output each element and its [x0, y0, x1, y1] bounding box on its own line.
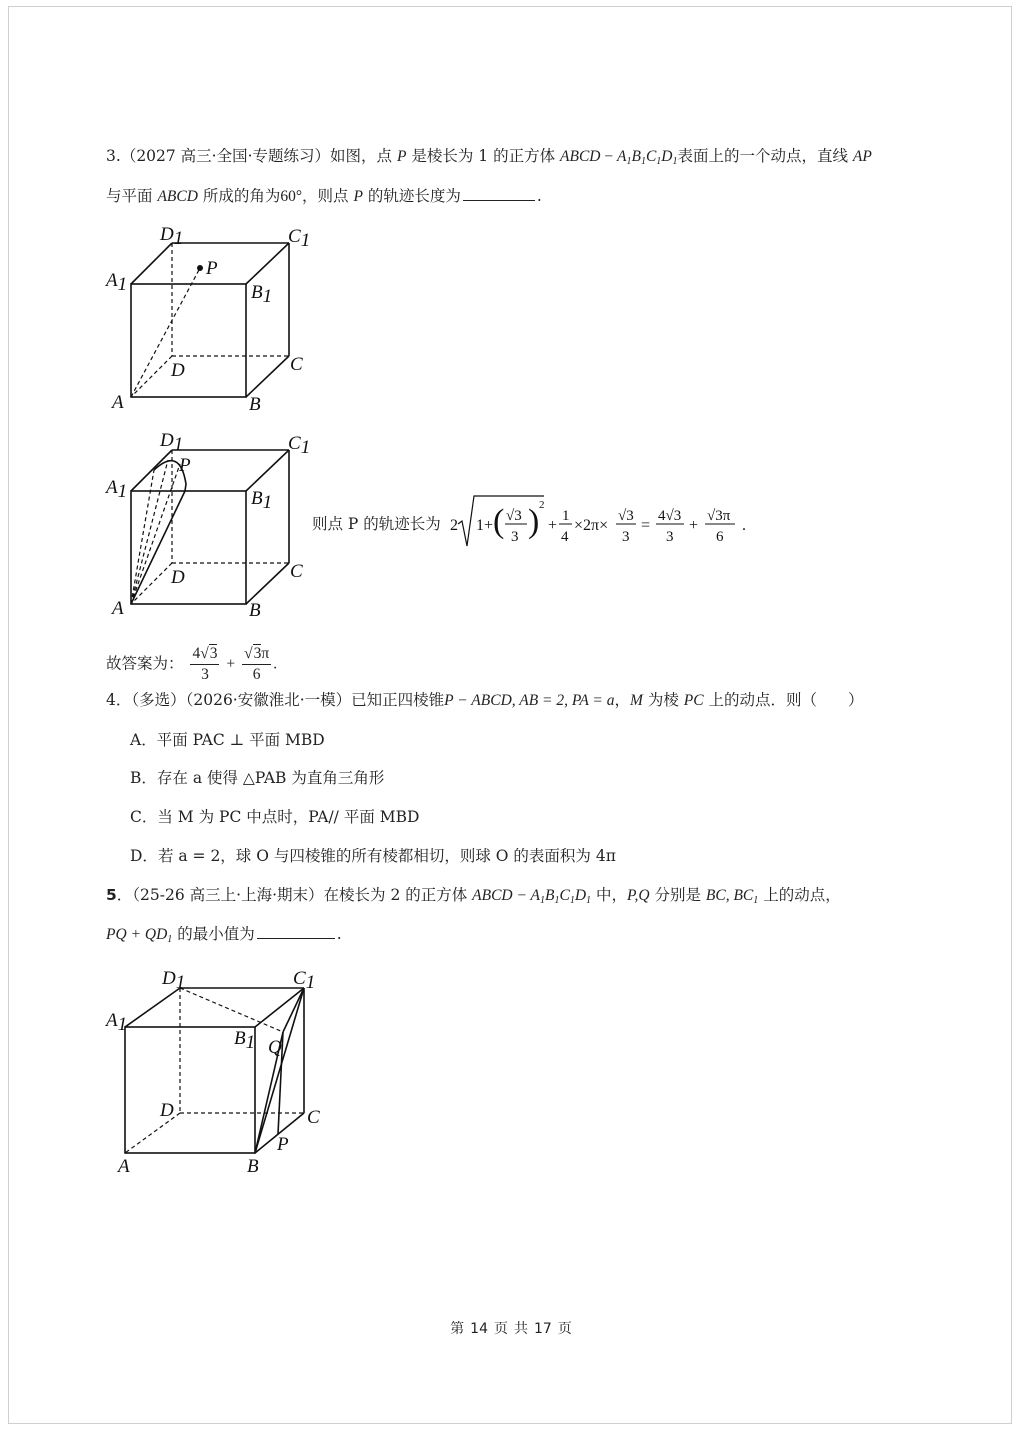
svg-text:Q: Q	[268, 1037, 282, 1058]
svg-text:A1: A1	[106, 1010, 128, 1035]
svg-text:√3: √3	[506, 508, 522, 524]
svg-text:2: 2	[539, 499, 545, 511]
q4-option-d-label: D．	[130, 847, 158, 865]
svg-text:+: +	[689, 517, 699, 534]
svg-text:P: P	[206, 258, 218, 279]
q4-header	[106, 690, 864, 711]
svg-text:C: C	[307, 1107, 320, 1128]
q4-option-a-label: A．	[130, 731, 157, 749]
footer-total-prefix: 共	[514, 1321, 528, 1337]
q4-option-d	[130, 846, 616, 866]
q3-line2-a: 与平面	[106, 187, 158, 205]
q4-option-d-text: 若 a = 2，球 O 与四棱锥的所有棱都相切，则球 O 的表面积为 4π	[157, 847, 616, 865]
svg-text:C: C	[290, 354, 303, 375]
svg-text:3: 3	[666, 529, 674, 545]
footer-page-number: 14	[470, 1321, 488, 1337]
svg-text:4√3: 4√3	[658, 508, 682, 524]
q3-answer-frac-2: $\frac{√3\pi}{6}$	[244, 645, 270, 683]
svg-text:B1: B1	[251, 282, 273, 307]
q5-text-d: 上的动点，	[758, 886, 841, 904]
q3-solution-lead	[312, 514, 441, 534]
svg-text:D1: D1	[160, 224, 184, 249]
svg-text:3: 3	[511, 529, 519, 545]
q5-edges: BC, $BC_1$	[705, 887, 759, 906]
q3-angle: 60°	[280, 188, 303, 205]
q4-option-b	[130, 768, 384, 788]
q4-option-a-text: 平面 PAC ⊥ 平面 MBD	[156, 731, 325, 749]
q5-line-1	[106, 885, 841, 906]
svg-text:B1: B1	[251, 488, 273, 513]
svg-text:A: A	[112, 598, 124, 619]
q4-option-c	[130, 807, 419, 827]
point-p-dot	[197, 265, 203, 271]
q3-solution-lead-text: 则点 P 的轨迹长为	[312, 515, 441, 533]
svg-text:B: B	[247, 1156, 259, 1177]
q5-line-2: PQ + $QD_1$ 的最小值为 .	[106, 925, 342, 945]
q4-header-b: ，	[614, 691, 631, 709]
q3-line2-c: ，则点	[302, 187, 354, 205]
q4-option-a	[130, 730, 325, 750]
q5-answer-blank	[257, 924, 335, 939]
q3-answer-line: 故答案为： $\frac{4√3}{3}$ + $\frac{√3\pi}{6}$ .	[106, 645, 278, 683]
svg-text:A: A	[112, 392, 124, 413]
q3-solution-figure	[100, 424, 320, 628]
svg-text:3: 3	[622, 529, 630, 545]
q4-condition: P − ABCD, AB = 2, PA = a	[444, 692, 615, 709]
q3-answer-frac-1: $\frac{4√3}{3}$	[192, 645, 218, 683]
svg-text:D1: D1	[160, 430, 184, 455]
q4-pc: PC	[683, 692, 704, 709]
q5-text-b: 中，	[591, 886, 627, 904]
svg-text:D: D	[171, 360, 185, 381]
q3-source: （2027 高三·全国·专题练习）	[120, 147, 331, 165]
q3-answer-lead: 故答案为：	[106, 654, 184, 673]
svg-text:=: =	[641, 517, 651, 534]
svg-text:√3π: √3π	[707, 508, 731, 524]
q4-header-text: 4．（多选）（2026·安徽淮北·一模）已知正四棱锥	[106, 691, 445, 709]
q4-option-b-text: 存在 a 使得 △PAB 为直角三角形	[156, 769, 385, 787]
footer-total-suffix: 页	[557, 1321, 572, 1337]
q3-number: 3	[106, 147, 116, 165]
q3-var-p-2: P	[353, 188, 363, 205]
q3-answer-blank	[463, 186, 535, 201]
svg-text:A1: A1	[106, 270, 128, 295]
q3-cube-top: $A_1B_1C_1D_1$	[617, 148, 678, 167]
q5-figure-cube	[100, 960, 340, 1184]
svg-text:.: .	[742, 517, 746, 534]
svg-text:+: +	[548, 517, 558, 534]
q3-plane: ABCD	[157, 188, 198, 205]
footer-total-pages: 17	[534, 1321, 552, 1337]
svg-text:4: 4	[561, 529, 569, 545]
svg-text:B: B	[249, 600, 261, 621]
q5-text-c: 分别是	[649, 886, 706, 904]
footer-page-suffix: 页	[494, 1321, 508, 1337]
footer-prefix: 第	[450, 1321, 465, 1337]
svg-text:): )	[528, 503, 540, 540]
svg-text:B: B	[249, 394, 261, 415]
svg-text:P: P	[179, 455, 191, 476]
q4-option-c-text: 当 M 为 PC 中点时，PA// 平面 MBD	[157, 808, 420, 826]
q5-pq: P,Q	[626, 887, 650, 904]
svg-text:B1: B1	[234, 1028, 256, 1053]
svg-text:C: C	[290, 561, 303, 582]
svg-text:D: D	[171, 567, 185, 588]
svg-text:C1: C1	[293, 968, 316, 993]
q4-header-d: 上的动点．则（ ）	[703, 691, 864, 709]
q4-var-m: M	[630, 692, 643, 709]
q5-cube: ABCD − $A_1B_1C_1D_1$	[472, 887, 592, 906]
q3-line2-b: 所成的角为	[197, 187, 281, 205]
q5-source: ．（25-26 高三上·上海·期末）在棱长为 2 的正方体	[116, 886, 473, 904]
svg-text:A: A	[118, 1156, 130, 1177]
q5-number: 5	[106, 886, 117, 904]
svg-text:1+: 1+	[476, 517, 494, 534]
q3-solution-formula	[450, 494, 760, 559]
svg-text:C1: C1	[288, 226, 311, 251]
svg-text:1: 1	[562, 508, 570, 524]
svg-text:C1: C1	[288, 433, 311, 458]
q3-line-2: 与平面 ABCD 所成的角为60°，则点 P 的轨迹长度为 .	[106, 187, 542, 205]
q4-header-c: 为棱	[642, 691, 684, 709]
q3-figure-cube	[100, 218, 320, 422]
q3-line-1: 3.（2027 高三·全国·专题练习）如图，点 P 是棱长为 1 的正方体 ABCD − $A_1B_1C_1D_1$表面上的一个动点，直线 AP	[106, 147, 872, 167]
svg-text:×2π×: ×2π×	[574, 517, 609, 534]
svg-text:6: 6	[716, 529, 724, 545]
svg-text:D1: D1	[162, 968, 186, 993]
q5-expr: PQ + $QD_1$	[106, 926, 173, 945]
svg-text:A1: A1	[106, 477, 128, 502]
q3-var-p: P	[396, 148, 407, 165]
svg-text:D: D	[160, 1100, 174, 1121]
q3-cube: ABCD	[560, 148, 601, 165]
q4-option-c-label: C．	[130, 808, 158, 826]
q3-ap: AP	[852, 148, 872, 165]
page-footer	[0, 1318, 1022, 1338]
svg-text:(: (	[493, 503, 505, 540]
q4-option-b-label: B．	[130, 769, 157, 787]
svg-text:P: P	[277, 1134, 289, 1155]
q3-line2-d: 的轨迹长度为	[362, 187, 461, 205]
q3-text-b: 是棱长为 1 的正方体	[406, 147, 561, 165]
q5-text-e: 的最小值为	[172, 925, 255, 943]
q3-text-c: 表面上的一个动点，直线	[677, 147, 853, 165]
svg-text:√3: √3	[618, 508, 634, 524]
q3-text-a: 如图，点	[330, 147, 397, 165]
svg-text:2: 2	[450, 517, 458, 534]
